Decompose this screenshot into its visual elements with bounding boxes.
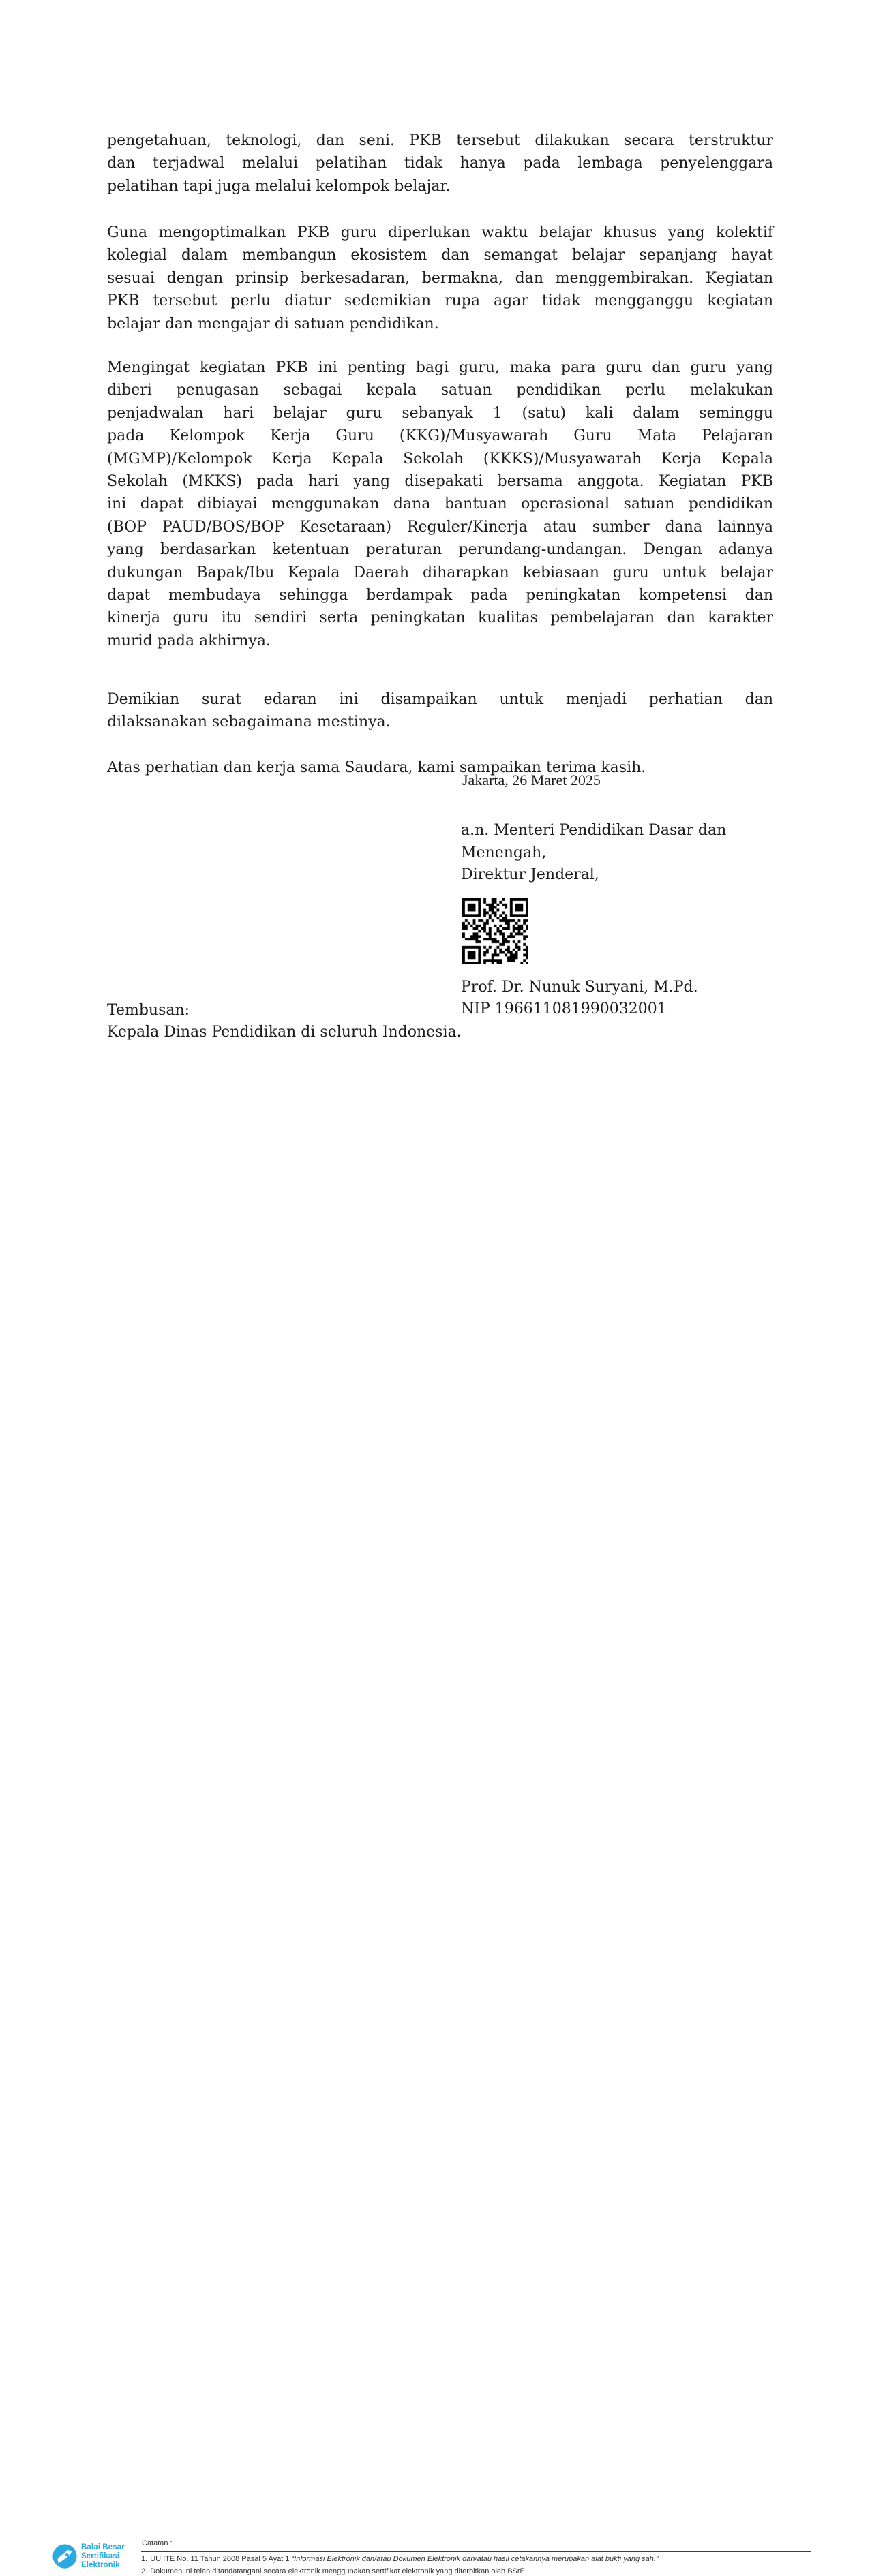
text-line: (MGMP)/Kelompok Kerja Kepala Sekolah (KKKS)/Musyawarah Kerja Kepala	[107, 450, 773, 467]
text-line: penjadwalan hari belajar guru sebanyak 1 (satu) kali dalam seminggu	[107, 404, 773, 422]
paragraph-4	[107, 688, 773, 734]
text-line: Sekolah (MKKS) pada hari yang disepakati bersama anggota. Kegiatan PKB	[107, 473, 773, 491]
text-line: murid pada akhirnya.	[107, 632, 271, 649]
paragraph-3	[107, 356, 773, 652]
text-line: Mengingat kegiatan PKB ini penting bagi guru, maka para guru dan guru yang	[107, 359, 773, 376]
signatory-nip: NIP 196611081990032001	[461, 1000, 667, 1017]
footer	[0, 1268, 870, 2575]
text-line: PKB tersebut perlu diatur sedemikian rupa agar tidak mengganggu kegiatan	[107, 292, 773, 310]
text-line: pada Kelompok Kerja Guru (KKG)/Musyawarah Guru Mata Pelajaran	[107, 427, 773, 445]
footer-note-1	[141, 2555, 816, 2564]
note-quote: “Informasi Elektronik dan/atau Dokumen Elektronik dan/atau hasil cetakannya merupakan alat bukti yang sah.”	[291, 2555, 659, 2563]
paragraph-1	[107, 129, 773, 198]
cc-label: Tembusan:	[107, 1002, 190, 1019]
logo-text-line: Elektronik	[81, 2560, 120, 2569]
text-line: sesuai dengan prinsip berkesadaran, bermakna, dan menggembirakan. Kegiatan	[107, 269, 773, 287]
logo-text-line: Balai Besar	[81, 2543, 125, 2551]
text-line: ini dapat dibiayai menggunakan dana bantuan operasional satuan pendidikan	[107, 495, 773, 513]
text-line: dan terjadwal melalui pelatihan tidak hanya pada lembaga penyelenggara	[107, 155, 773, 172]
text-line: (BOP PAUD/BOS/BOP Kesetaraan) Reguler/Kinerja atau sumber dana lainnya	[107, 518, 773, 536]
cc-recipient: Kepala Dinas Pendidikan di seluruh Indonesia.	[107, 1024, 462, 1041]
note-text: Dokumen ini telah ditandatangani secara elektronik menggunakan sertifikat elektronik yang diterbitkan oleh BSrE	[150, 2567, 525, 2575]
text-line: kolegial dalam membangun ekosistem dan semangat belajar sepanjang hayat	[107, 247, 773, 264]
footer-divider	[141, 2551, 811, 2552]
bsre-logo-text	[81, 2543, 125, 2569]
footer-note-2	[141, 2567, 816, 2576]
note-number: 2.	[141, 2567, 148, 2575]
text-line: dilaksanakan sebagaimana mestinya.	[107, 714, 391, 731]
on-behalf-line: a.n. Menteri Pendidikan Dasar dan	[461, 822, 727, 839]
signatory-name: Prof. Dr. Nunuk Suryani, M.Pd.	[461, 979, 698, 996]
dateline: Jakarta, 26 Maret 2025	[462, 771, 601, 788]
text-line: pengetahuan, teknologi, dan seni. PKB tersebut dilakukan secara terstruktur	[107, 132, 773, 149]
paragraph-5	[107, 756, 773, 779]
text-line: dapat membudaya sehingga berdampak pada peningkatan kompetensi dan	[107, 587, 773, 604]
text-line: Demikian surat edaran ini disampaikan untuk menjadi perhatian dan	[107, 691, 773, 708]
on-behalf-line: Menengah,	[461, 844, 547, 861]
text-line: Atas perhatian dan kerja sama Saudara, kami sampaikan terima kasih.	[107, 759, 646, 776]
bsre-logo-icon	[52, 2543, 78, 2569]
text-line: dukungan Bapak/Ibu Kepala Daerah diharapkan kebiasaan guru untuk belajar	[107, 564, 773, 581]
text-line: yang berdasarkan ketentuan peraturan perundang-undangan. Dengan adanya	[107, 541, 773, 559]
text-line: kinerja guru itu sendiri serta peningkatan kualitas pembelajaran dan karakter	[107, 609, 773, 627]
on-behalf-line: Direktur Jenderal,	[461, 866, 599, 884]
note-number: 1.	[141, 2555, 148, 2563]
text-line: belajar dan mengajar di satuan pendidikan.	[107, 315, 439, 333]
signature-on-behalf	[461, 820, 788, 887]
paragraph-2	[107, 221, 773, 335]
signature-qr-code	[462, 898, 528, 964]
note-text: UU ITE No. 11 Tahun 2008 Pasal 5 Ayat 1	[150, 2555, 292, 2563]
footer-notes-label: Catatan :	[142, 2539, 172, 2547]
logo-text-line: Sertifikasi	[81, 2551, 120, 2560]
text-line: Guna mengoptimalkan PKB guru diperlukan waktu belajar khusus yang kolektif	[107, 224, 773, 241]
text-line: diberi penugasan sebagai kepala satuan pendidikan perlu melakukan	[107, 382, 773, 399]
text-line: pelatihan tapi juga melalui kelompok belajar.	[107, 177, 451, 195]
